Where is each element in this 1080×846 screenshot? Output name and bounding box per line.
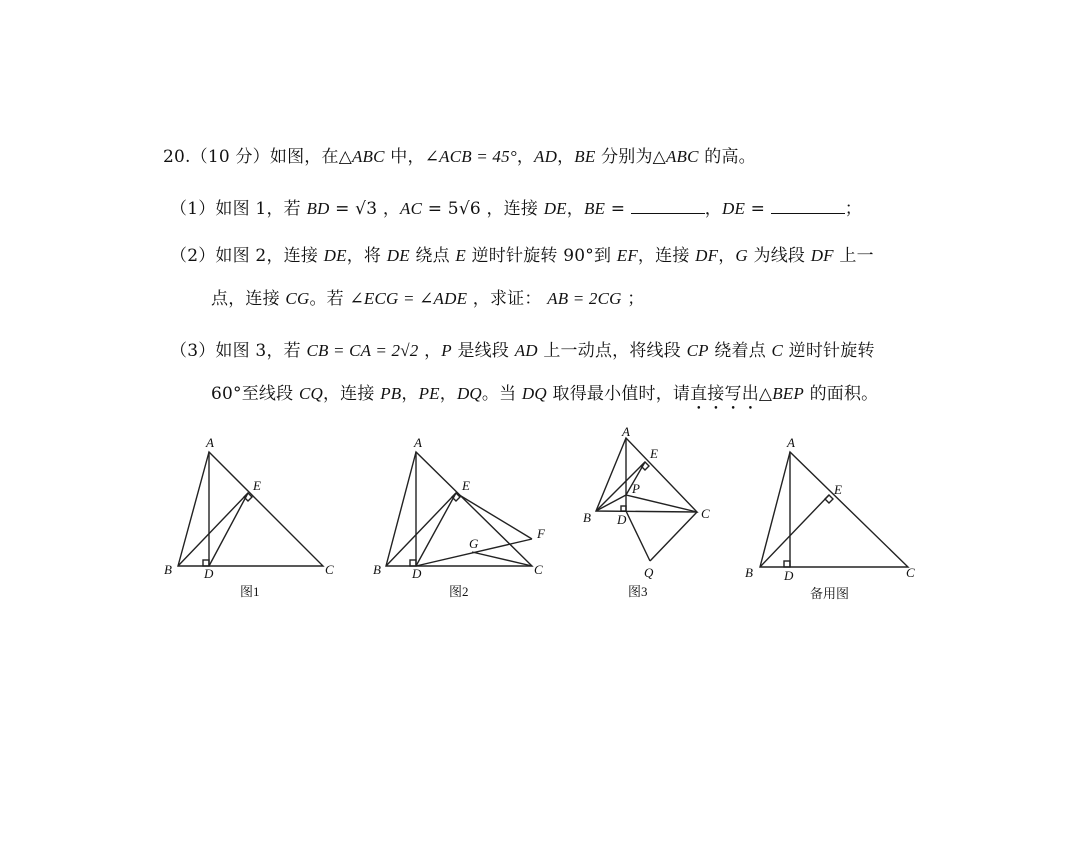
fig2-triangle-abc <box>386 452 532 566</box>
fig3-label-e: E <box>650 446 658 461</box>
fig1-label-a: A <box>206 435 214 450</box>
problem-stem: 20.（10 分）如图，在△ABC 中，∠ACB = 45°，AD，BE 分别为△ABC 的高。 <box>163 147 756 167</box>
fig4-label-e: E <box>834 482 842 497</box>
fig3-triangle-abc <box>596 438 697 512</box>
fig2-segment-de <box>416 493 456 566</box>
fig4-altitude-be <box>760 495 829 567</box>
figure-1 <box>164 435 334 599</box>
fig3-label-p: P <box>632 481 640 496</box>
part2-line1: （2）如图 2，连接 DE，将 DE 绕点 E 逆时针旋转 90°到 EF，连接 DF，G 为线段 DF 上一 <box>170 246 874 266</box>
fig2-label-c: C <box>534 562 543 577</box>
fig1-label-d: D <box>204 566 214 581</box>
fig2-caption: 图2 <box>449 584 469 599</box>
fig1-caption: 图1 <box>240 584 260 599</box>
fig4-label-c: C <box>906 565 915 580</box>
fig4-right-angle-e <box>825 495 833 503</box>
fig3-label-d: D <box>617 512 627 527</box>
fig3-segment-pc <box>626 495 697 512</box>
fig2-label-e: E <box>462 478 470 493</box>
fig4-right-angle-d <box>784 561 790 567</box>
fig2-segment-cg <box>472 552 532 566</box>
fig3-label-b: B <box>583 510 591 525</box>
fig1-triangle-abc <box>178 452 323 566</box>
fig1-label-b: B <box>164 562 172 577</box>
emphasis-text: 直接写出 <box>690 384 759 404</box>
fig3-label-q: Q <box>644 565 654 580</box>
fig2-label-a: A <box>414 435 422 450</box>
fig2-label-b: B <box>373 562 381 577</box>
fig4-caption: 备用图 <box>810 586 850 601</box>
fig4-label-d: D <box>784 568 794 583</box>
figure-3 <box>583 424 710 599</box>
fig1-label-e: E <box>253 478 261 493</box>
fig3-segment-cq <box>650 512 697 561</box>
fig2-segment-ef <box>456 493 532 539</box>
fig3-label-a: A <box>622 424 630 439</box>
part1-line: （1）如图 1，若 BD = √3 ，AC = 5√6 ，连接 DE，BE = ，DE = ； <box>170 199 862 219</box>
fig1-segment-de <box>209 493 248 566</box>
fig4-triangle-abc <box>760 452 908 567</box>
part2-line2: 点，连接 CG。若 ∠ECG = ∠ADE ，求证： AB = 2CG ； <box>211 289 645 309</box>
figure-2 <box>373 435 546 599</box>
part3-line2: 60°至线段 CQ，连接 PB，PE，DQ。当 DQ 取得最小值时，请直接写出△BEP 的面积。 <box>211 384 879 404</box>
fig3-right-angle-d <box>621 506 626 511</box>
fig1-label-c: C <box>325 562 334 577</box>
fig3-segment-dq <box>626 511 650 561</box>
fig2-label-g: G <box>469 536 479 551</box>
figure-spare <box>745 435 915 601</box>
fig2-altitude-be <box>386 493 456 566</box>
fig3-label-c: C <box>701 506 710 521</box>
fig3-caption: 图3 <box>628 584 648 599</box>
fig2-label-d: D <box>412 566 422 581</box>
part3-line1: （3）如图 3，若 CB = CA = 2√2 ，P 是线段 AD 上一动点，将线段 CP 绕着点 C 逆时针旋转 <box>170 341 875 361</box>
fig2-label-f: F <box>537 526 545 541</box>
fig4-label-a: A <box>787 435 795 450</box>
fig4-label-b: B <box>745 565 753 580</box>
